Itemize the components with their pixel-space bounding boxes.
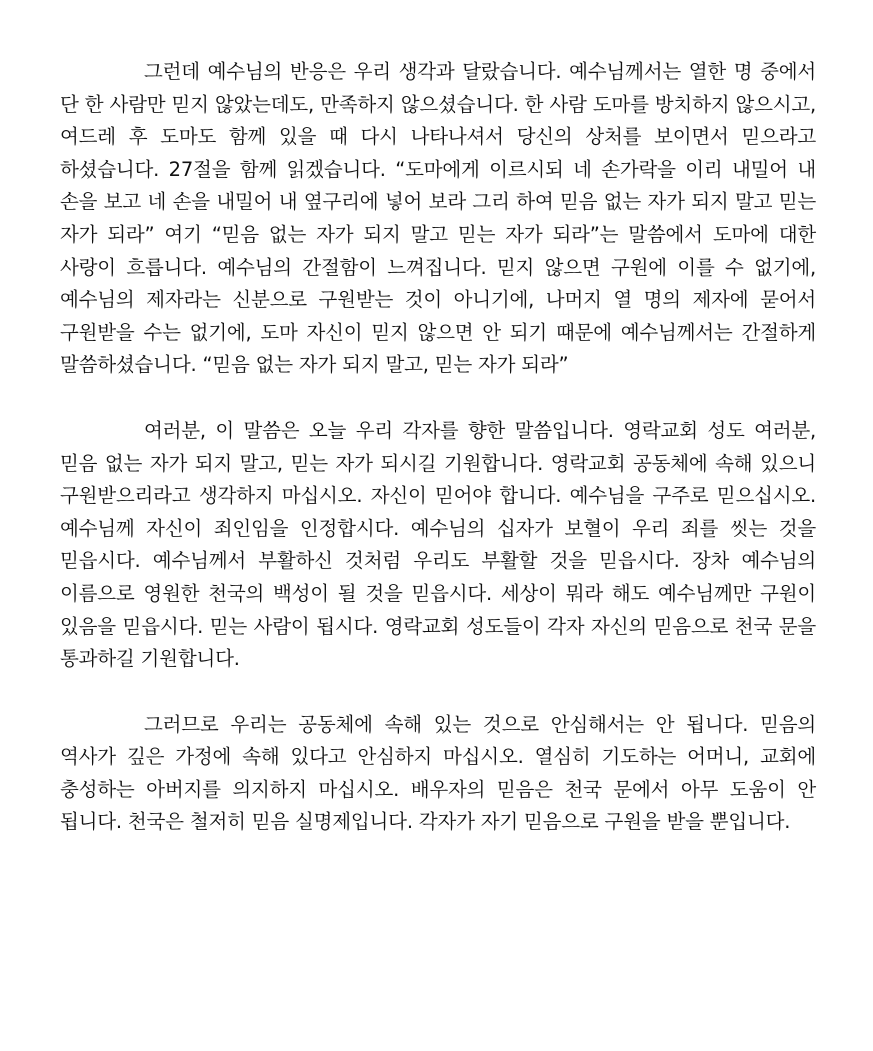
paragraph-2: 여러분, 이 말씀은 오늘 우리 각자를 향한 말씀입니다. 영락교회 성도 여러분, 믿음 없는 자가 되지 말고, 믿는 자가 되시길 기원합니다. 영락교회 공동체에 속해 있으니 구원받으리라고 생각하지 마십시오. 자신이 믿어야 합니다. 예수님을 구주로 믿으십시오. 예수님께 자신이 죄인임을 인정합시다. 예수님의 십자가 보혈이 우리 죄를 씻는 것을 믿읍시다. 예수님께서 부활하신 것처럼 우리도 부활할 것을 믿읍시다. 장차 예수님의 이름으로 영원한 천국의 백성이 될 것을 믿읍시다. 세상이 뭐라 해도 예수님께만 구원이 있음을 믿읍시다. 믿는 사람이 됩시다. 영락교회 성도들이 각자 자신의 믿음으로 천국 문을 통과하길 기원합니다. bbox=[60, 418, 816, 671]
paragraph-1: 그런데 예수님의 반응은 우리 생각과 달랐습니다. 예수님께서는 열한 명 중에서 단 한 사람만 믿지 않았는데도, 만족하지 않으셨습니다. 한 사람 도마를 방치하지 않으시고, 여드레 후 도마도 함께 있을 때 다시 나타나셔서 당신의 상처를 보이면서 믿으라고 하셨습니다. 27절을 함께 읽겠습니다. “도마에게 이르시되 네 손가락을 이리 내밀어 내 손을 보고 네 손을 내밀어 내 옆구리에 넣어 보라 그리 하여 믿음 없는 자가 되지 말고 믿는 자가 되라” 여기 “믿음 없는 자가 되지 말고 믿는 자가 되라”는 말씀에서 도마에 대한 사랑이 흐릅니다. 예수님의 간절함이 느껴집니다. 믿지 않으면 구원에 이를 수 없기에, 예수님의 제자라는 신분으로 구원받는 것이 아니기에, 나머지 열 명의 제자에 묻어서 구원받을 수는 없기에, 도마 자신이 믿지 않으면 안 되기 때문에 예수님께서는 간절하게 말씀하셨습니다. “믿음 없는 자가 되지 말고, 믿는 자가 되라” bbox=[60, 60, 816, 377]
paragraph-3: 그러므로 우리는 공동체에 속해 있는 것으로 안심해서는 안 됩니다. 믿음의 역사가 깊은 가정에 속해 있다고 안심하지 마십시오. 열심히 기도하는 어머니, 교회에 충성하는 아버지를 의지하지 마십시오. 배우자의 믿음은 천국 문에서 아무 도움이 안 됩니다. 천국은 철저히 믿음 실명제입니다. 각자가 자기 믿음으로 구원을 받을 뿐입니다. bbox=[60, 712, 816, 834]
document-body bbox=[60, 56, 816, 839]
